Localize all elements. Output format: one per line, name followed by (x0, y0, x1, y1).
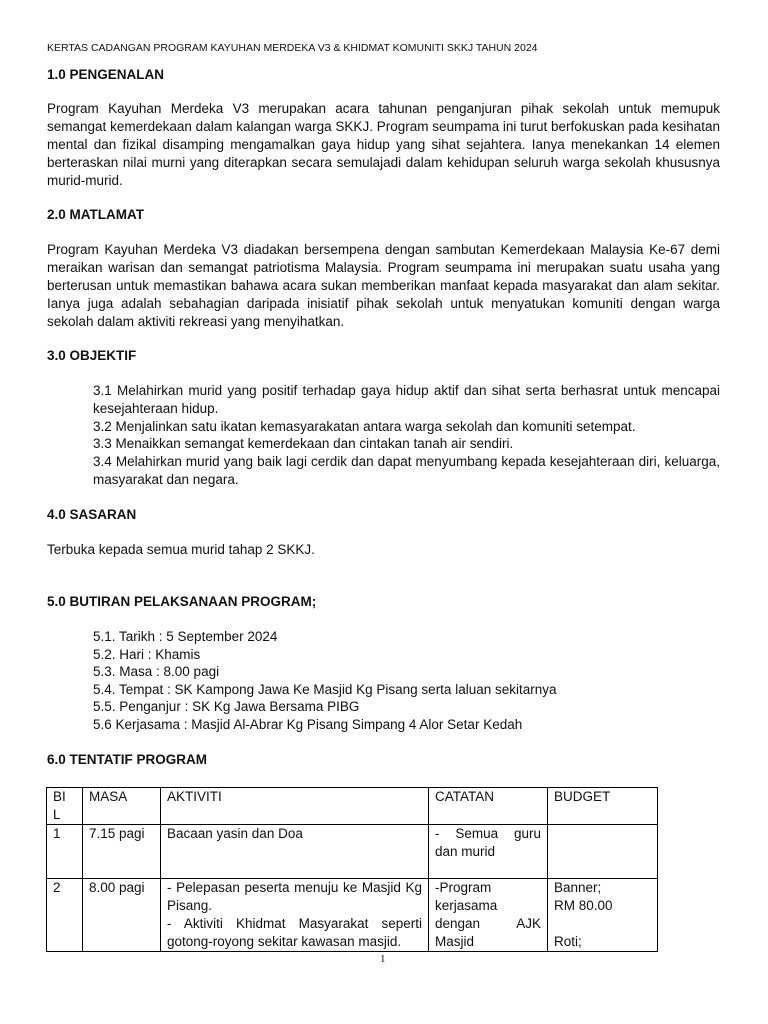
column-header-masa: MASA (83, 788, 161, 825)
column-header-catatan: CATATAN (429, 788, 548, 825)
cell-catatan: -Program kerjasama dengan AJK Masjid (429, 879, 548, 952)
objective-item: 3.4 Melahirkan murid yang baik lagi cerdik dan dapat menyumbang kepada kesejahteraan diri, keluarga, masyarakat dan negara. (93, 454, 720, 487)
detail-item: 5.3. Masa : 8.00 pagi (93, 664, 220, 679)
document-header: KERTAS CADANGAN PROGRAM KAYUHAN MERDEKA V3 & KHIDMAT KOMUNITI SKKJ TAHUN 2024 (47, 42, 538, 54)
detail-item: 5.1. Tarikh : 5 September 2024 (93, 629, 278, 644)
cell-aktiviti (161, 825, 429, 879)
section-heading-pengenalan: 1.0 PENGENALAN (47, 67, 165, 82)
paragraph-matlamat: Program Kayuhan Merdeka V3 diadakan bersempena dengan sambutan Kemerdekaan Malaysia Ke-67 demi meraikan warisan dan semangat patriotisma Malaysia. Program seumpama ini merupakan suatu usaha yang berterusan untuk memastikan bahawa acara sukan memberikan manfaat kepada masyarakat dan alam sekitar. Ianya juga adalah sebahagian daripada inisiatif pihak sekolah untuk menyatukan komuniti dengan warga sekolah dalam aktiviti rekreasi yang menyihatkan. (47, 242, 720, 329)
section-heading-tentatif: 6.0 TENTATIF PROGRAM (47, 752, 208, 767)
budget-line: RM 80.00 (554, 898, 613, 913)
tentative-table (46, 787, 658, 952)
section-heading-matlamat: 2.0 MATLAMAT (47, 207, 144, 222)
table-header-row (47, 788, 658, 825)
detail-item: 5.5. Penganjur : SK Kg Jawa Bersama PIBG (93, 699, 360, 714)
column-header-aktiviti: AKTIVITI (161, 788, 429, 825)
section-heading-sasaran: 4.0 SASARAN (47, 507, 137, 522)
table-row (47, 879, 658, 952)
paragraph-sasaran: Terbuka kepada semua murid tahap 2 SKKJ. (47, 542, 315, 557)
cell-bil: 2 (47, 879, 83, 952)
cell-masa: 7.15 pagi (83, 825, 161, 879)
page-number: 1 (380, 953, 386, 965)
activity-line: - Aktiviti Khidmat Masyarakat seperti gotong-royong sekitar kawasan masjid. (167, 916, 422, 949)
detail-item: 5.4. Tempat : SK Kampong Jawa Ke Masjid Kg Pisang serta laluan sekitarnya (93, 681, 557, 697)
cell-catatan: - Semua guru dan murid (429, 825, 548, 879)
objective-item: 3.1 Melahirkan murid yang positif terhadap gaya hidup aktif dan sihat serta berhasrat untuk mencapai kesejahteraan hidup. (93, 383, 720, 416)
column-header-budget: BUDGET (548, 788, 658, 825)
objective-item: 3.2 Menjalinkan satu ikatan kemasyarakatan antara warga sekolah dan komuniti setempat. (93, 419, 636, 434)
activity-line: Bacaan yasin dan Doa (167, 826, 303, 841)
detail-item: 5.6 Kerjasama : Masjid Al-Abrar Kg Pisang Simpang 4 Alor Setar Kedah (93, 716, 523, 732)
budget-spacer (554, 915, 651, 933)
cell-masa: 8.00 pagi (83, 879, 161, 952)
detail-item: 5.2. Hari : Khamis (93, 646, 201, 662)
budget-line: Roti; (554, 934, 582, 949)
activity-line: - Pelepasan peserta menuju ke Masjid Kg Pisang. (167, 880, 422, 913)
section-heading-objektif: 3.0 OBJEKTIF (47, 348, 137, 363)
table-row (47, 825, 658, 879)
cell-budget (548, 879, 658, 952)
budget-line: Banner; (554, 880, 602, 895)
column-header-bil: BI L (47, 788, 83, 825)
objective-item: 3.3 Menaikkan semangat kemerdekaan dan cintakan tanah air sendiri. (93, 436, 514, 451)
paragraph-pengenalan: Program Kayuhan Merdeka V3 merupakan acara tahunan penganjuran pihak sekolah untuk memupuk semangat kemerdekaan dalam kalangan warga SKKJ. Program seumpama ini turut berfokuskan pada kesihatan mental dan fizikal disamping mengamalkan gaya hidup yang sihat sejahtera. Ianya menekankan 14 elemen berteraskan nilai murni yang diterapkan secara semulajadi dalam kehidupan seluruh warga sekolah khususnya murid-murid. (47, 101, 720, 188)
cell-budget (548, 825, 658, 879)
section-heading-butiran: 5.0 BUTIRAN PELAKSANAAN PROGRAM; (47, 594, 317, 609)
cell-bil: 1 (47, 825, 83, 879)
cell-aktiviti (161, 879, 429, 952)
